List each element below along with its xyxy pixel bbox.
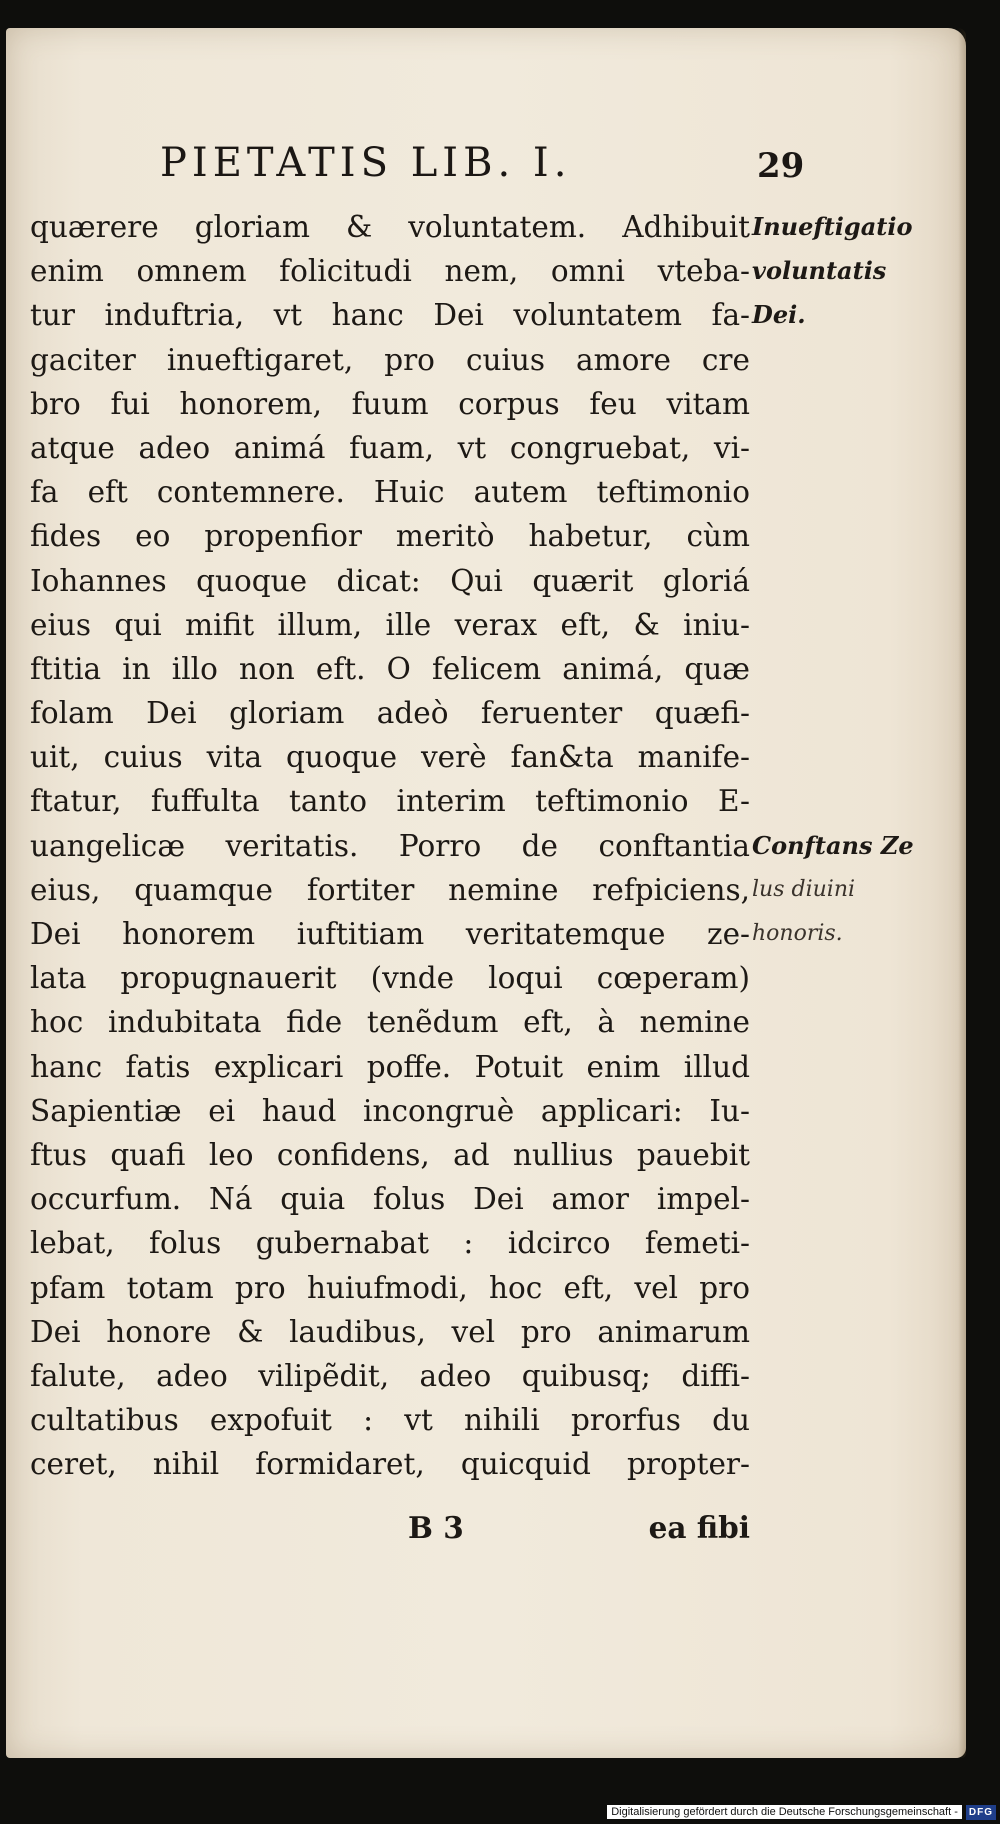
text-line: folam Dei gloriam adeò feruenter quæfi- <box>30 696 750 731</box>
text-line: pfam totam pro huiufmodi, hoc eft, vel pro <box>30 1270 750 1305</box>
catchword: ea fibi <box>648 1510 750 1545</box>
running-head: PIETATIS LIB. I. <box>160 140 572 186</box>
text-line: eius qui mifit illum, ille verax eft, & iniu- <box>30 607 750 642</box>
text-line: gaciter inueftigaret, pro cuius amore cre <box>30 342 750 377</box>
text-line: Dei honore & laudibus, vel pro animarum <box>30 1314 750 1349</box>
text-line: eius, quamque fortiter nemine refpiciens, <box>30 872 750 907</box>
credit-text: Digitalisierung gefördert durch die Deutsche Forschungsgemeinschaft - <box>607 1805 962 1819</box>
text-line: cultatibus expofuit : vt nihili prorfus du <box>30 1403 750 1438</box>
text-line: tur induftria, vt hanc Dei voluntatem fa- <box>30 298 750 333</box>
text-line: ftus quafi leo confidens, ad nullius pauebit <box>30 1137 750 1172</box>
text-line: lata propugnauerit (vnde loqui cœperam) <box>30 961 750 996</box>
margin-note: Inueftigatio <box>752 212 913 241</box>
text-line: occurfum. Ná quia folus Dei amor impel- <box>30 1182 750 1217</box>
dfg-logo: DFG <box>966 1805 996 1820</box>
text-line: Iohannes quoque dicat: Qui quærit gloriá <box>30 563 750 598</box>
body-text <box>30 205 750 1486</box>
text-line: quærere gloriam & voluntatem. Adhibuit <box>30 210 750 244</box>
page-edge-shadow <box>958 28 966 1758</box>
signature-mark: B 3 <box>408 1510 464 1545</box>
text-line: hoc indubitata fide tenẽdum eft, à nemine <box>30 1005 750 1040</box>
text-line: Dei honorem iuftitiam veritatemque ze- <box>30 917 750 951</box>
text-line: enim omnem folicitudi nem, omni vteba- <box>30 254 750 289</box>
text-line: falute, adeo vilipẽdit, adeo quibusq; diffi- <box>30 1358 750 1393</box>
text-line: ftatur, fuffulta tanto interim teftimonio E- <box>30 784 750 819</box>
text-line: bro fui honorem, fuum corpus feu vitam <box>30 386 750 421</box>
text-line: ftitia in illo non eft. O felicem animá, quæ <box>30 651 750 686</box>
text-line: lebat, folus gubernabat : idcirco femeti- <box>30 1226 750 1261</box>
text-line: Sapientiæ ei haud incongruè applicari: Iu- <box>30 1093 750 1128</box>
text-line: hanc fatis explicari poffe. Potuit enim illud <box>30 1049 750 1084</box>
text-line: fides eo propenfior meritò habetur, cùm <box>30 519 750 554</box>
text-line: uangelicæ veritatis. Porro de conftantia <box>30 828 750 863</box>
text-line: atque adeo animá fuam, vt congruebat, vi- <box>30 430 750 465</box>
page-footer <box>30 1510 750 1554</box>
margin-note: Conftans Ze <box>752 830 914 860</box>
text-line: ceret, nihil formidaret, quicquid propter- <box>30 1447 750 1482</box>
margin-note: voluntatis <box>752 256 887 286</box>
margin-note: lus diuini <box>752 877 856 902</box>
margin-note: Dei. <box>752 300 806 330</box>
digitization-credit <box>607 1802 996 1822</box>
page-number: 29 <box>757 146 805 186</box>
text-line: fa eft contemnere. Huic autem teftimonio <box>30 475 750 510</box>
margin-note: honoris. <box>752 921 843 947</box>
text-line: uit, cuius vita quoque verè fan&ta manife- <box>30 740 750 775</box>
